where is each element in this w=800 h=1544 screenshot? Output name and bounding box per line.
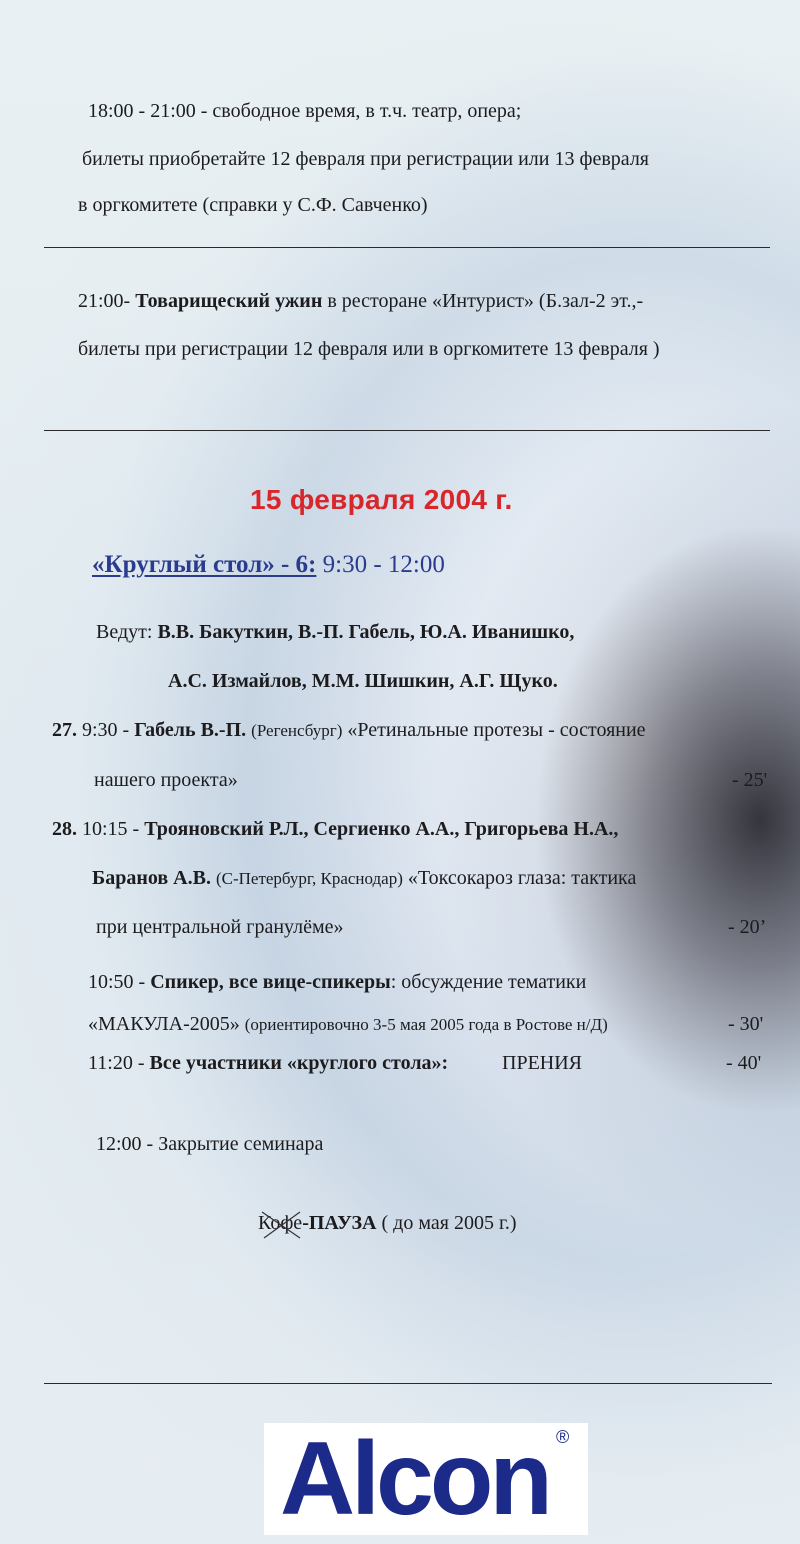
debate-line	[88, 1052, 448, 1075]
alcon-logo	[264, 1423, 588, 1535]
talk-city: (Регенсбург)	[251, 721, 343, 740]
roundtable-heading	[92, 551, 445, 579]
evening-line-2: билеты приобретайте 12 февраля при регистрации или 13 февраля	[82, 148, 650, 170]
divider	[44, 247, 770, 248]
debate-time: 11:20 -	[88, 1052, 145, 1074]
talk-authors: Трояновский Р.Л., Сергиенко А.А., Григорьева Н.А.,	[144, 818, 619, 840]
logo-wordmark: Alcon	[280, 1421, 549, 1537]
closing-line: 12:00 - Закрытие семинара	[96, 1133, 324, 1155]
talk-time: 9:30 -	[82, 719, 130, 741]
dinner-time: 21:00-	[78, 290, 131, 312]
debate-who: Все участники «круглого стола»:	[149, 1052, 449, 1074]
debate-duration: - 40'	[726, 1052, 762, 1074]
talk-28-title-2: при центральной гранулёме»	[96, 916, 344, 938]
talk-author: Габель В.-П.	[134, 719, 247, 741]
talk-author: Баранов А.В.	[92, 867, 211, 889]
divider	[44, 1383, 772, 1384]
discussion-duration: - 30'	[728, 1013, 764, 1035]
discussion-line-1	[88, 971, 586, 994]
registered-mark-icon: ®	[556, 1427, 570, 1447]
talk-27-duration: - 25'	[732, 769, 768, 791]
talk-time: 10:15 -	[82, 818, 140, 840]
talk-27-line-1	[52, 719, 646, 742]
discussion-line-2	[88, 1013, 608, 1036]
divider	[44, 430, 770, 431]
coffee-line	[258, 1212, 517, 1235]
hosts-line-1	[96, 621, 574, 644]
dinner-line-1	[78, 290, 643, 313]
debate-label: ПРЕНИЯ	[502, 1052, 583, 1074]
hosts-prefix: Ведут:	[96, 621, 153, 643]
talk-28-line-2	[92, 867, 636, 890]
talk-city: (С-Петербург, Краснодар)	[215, 869, 403, 888]
strike-cross-icon	[256, 1208, 306, 1240]
evening-line-3: в оргкомитете (справки у С.Ф. Савченко)	[78, 194, 428, 216]
coffee-note: ( до мая 2005 г.)	[381, 1212, 517, 1234]
discussion-rest: : обсуждение тематики	[390, 971, 587, 993]
evening-line-1: 18:00 - 21:00 - свободное время, в т.ч. театр, опера;	[88, 100, 522, 122]
dinner-title: Товарищеский ужин	[135, 290, 323, 312]
discussion-note: (ориентировочно 3-5 мая 2005 года в Ростове н/Д)	[244, 1015, 608, 1034]
talk-number: 27.	[52, 719, 77, 741]
day-date: 15 февраля 2004 г.	[250, 484, 513, 515]
hosts-names-1: В.В. Бакуткин, В.-П. Габель, Ю.А. Иванишко,	[157, 621, 575, 643]
discussion-time: 10:50 -	[88, 971, 146, 993]
roundtable-label: «Круглый стол» - 6:	[92, 551, 317, 578]
dinner-line-2: билеты при регистрации 12 февраля или в оргкомитете 13 февраля )	[78, 338, 660, 360]
hosts-names-2: А.С. Измайлов, М.М. Шишкин, А.Г. Щуко.	[168, 670, 558, 692]
talk-27-title-2: нашего проекта»	[94, 769, 238, 791]
talk-title: «Токсокароз глаза: тактика	[407, 867, 637, 889]
coffee-main: -ПАУЗА	[302, 1212, 377, 1234]
discussion-topic: «МАКУЛА-2005»	[88, 1013, 240, 1035]
roundtable-time: 9:30 - 12:00	[322, 551, 445, 578]
coffee-struck-text: Кофе	[258, 1212, 303, 1234]
discussion-who: Спикер, все вице-спикеры	[150, 971, 391, 993]
coffee-struck-word	[258, 1212, 302, 1235]
talk-28-line-1	[52, 818, 618, 841]
dinner-rest: в ресторане «Интурист» (Б.зал-2 эт.,-	[327, 290, 644, 312]
talk-28-duration: - 20’	[728, 916, 767, 938]
talk-title: «Ретинальные протезы - состояние	[347, 719, 646, 741]
talk-number: 28.	[52, 818, 77, 840]
